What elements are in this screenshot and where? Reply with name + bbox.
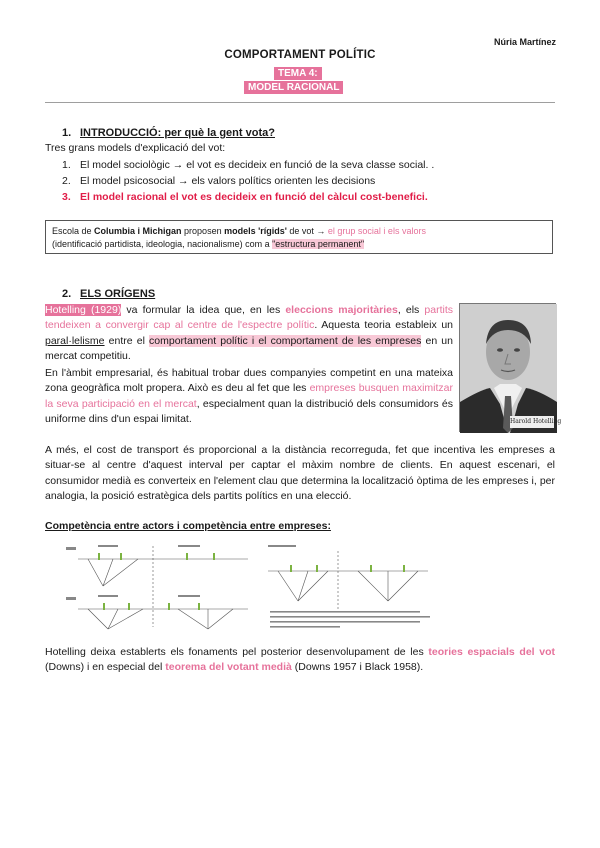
portrait-caption: Harold Hotelling [510,418,562,425]
competition-subheading: Competència entre actors i competència entre empreses: [45,520,331,532]
competition-diagrams [58,541,548,637]
section-1-title: INTRODUCCIÓ: per què la gent vota? [80,127,275,139]
list-item-highlighted: 3. El model racional el vot es decideix en funció del càlcul cost-benefici. [62,191,428,203]
section-2-number: 2. [62,288,72,300]
hotelling-diagram [58,541,548,637]
author-name: Núria Martínez [493,37,556,47]
header-divider [45,102,555,103]
schools-note-box: Escola de Columbia i Michigan proposen models 'rígids' de vot → el grup social i els valors (identificació partidista, ideologia, nacionalisme) com a "estructura permanent" [45,220,553,254]
models-list [62,157,434,205]
document-title: COMPORTAMENT POLÍTIC [224,49,376,61]
list-item: 2. El model psicosocial → els valors polítics orienten les decisions [62,175,376,187]
section-1-intro: Tres grans models d'explicació del vot: [45,142,226,154]
hotelling-portrait [459,303,562,432]
paragraph-conclusion: Hotelling deixa establerts els fonaments pel posterior desenvolupament de les teories espacials del vot (Downs) i en especial del teorema del votant medià (Downs 1957 i Black 1958). [45,646,555,674]
paragraph-hotelling: Hotelling (1929) va formular la idea que, en les eleccions majoritàries, els partits tendeixen a convergir cap al centre de l'espectre polític. Aquesta teoria estableix un paral·lelisme entre el comportament polític i el comportament de les empreses en un mercat competitiu. [45,304,454,362]
list-item: 1. El model sociològic → el vot es decideix en funció de la seva classe social. . [62,159,435,171]
section-2-title: ELS ORÍGENS [80,288,156,300]
section-2-heading [62,288,155,300]
section-1-number: 1. [62,127,72,139]
topic-label: TEMA 4: [274,67,322,80]
paragraph-median-consumer: A més, el cost de transport és proporcional a la distància recorreguda, fet que incentiva les empreses a situar-se al centre d'aquest interval per captar el màxim nombre de clients. En aquest escenari, el consumidor medià es converteix en l'element clau que determina la localització òptima de les empreses i, per analogia, la posició estratègica dels partits polítics en una elecció. [45,444,555,502]
section-1-heading [62,127,275,139]
topic-name: MODEL RACIONAL [244,81,343,94]
paragraph-business: En l'àmbit empresarial, és habitual trobar dues companyies competint en una mateixa zona geogràfica molt propera. Això es deu al fet que les empreses busquen maximitzar la seva participació en el mercat, especialment quan la distribució dels consumidors és uniforme dins d'un espai limitat. [45,367,453,425]
